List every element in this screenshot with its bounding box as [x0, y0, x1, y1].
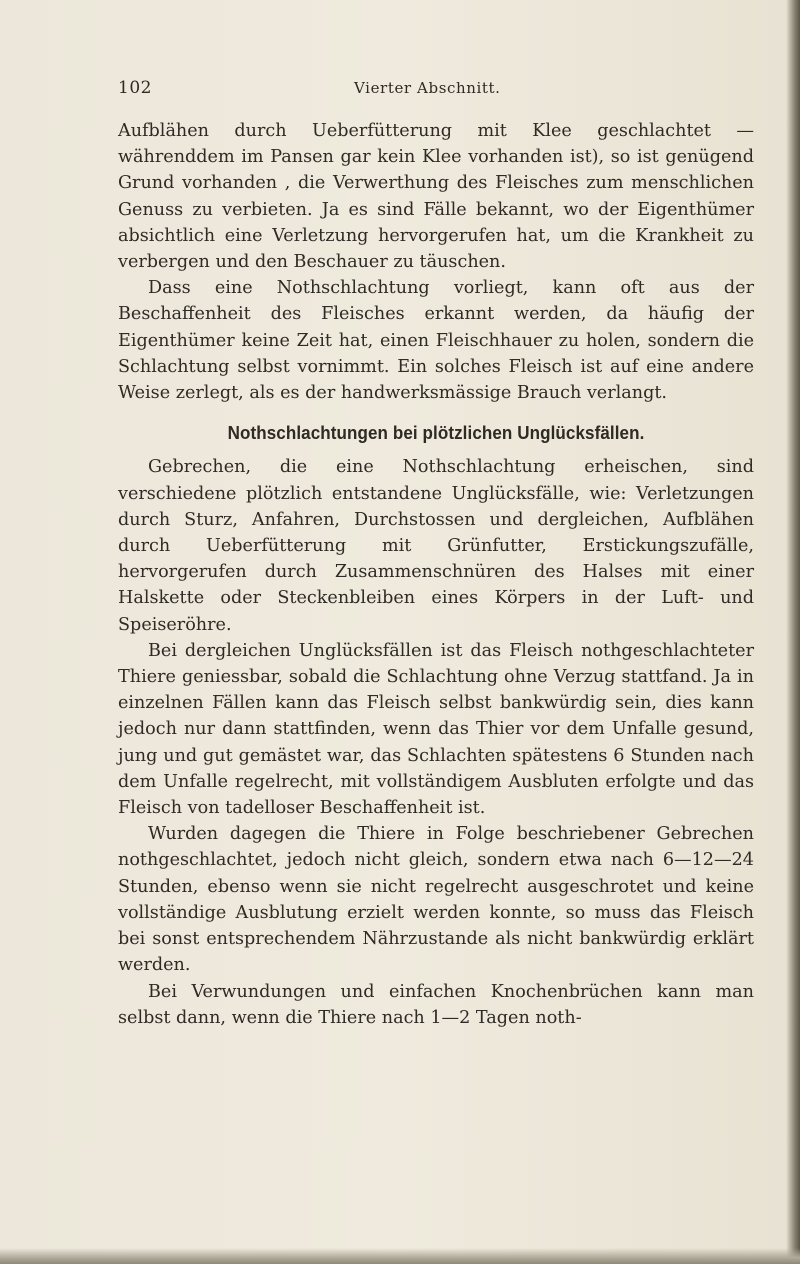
paragraph: Dass eine Nothschlachtung vorliegt, kann oft aus der Beschaffenheit des Fleisches erkannt werden, da häufig der Eigenthümer keine Zeit hat, einen Fleischhauer zu holen, sondern die Schlachtung selbst vornimmt. Ein solches Fleisch ist auf eine andere Weise zerlegt, als es der handwerksmässige Brauch verlangt.	[118, 278, 754, 404]
running-title: Vierter Abschnitt.	[354, 79, 501, 97]
page-number: 102	[118, 78, 152, 98]
section-heading: Nothschlachtungen bei plötzlichen Unglücksfällen.	[227, 422, 645, 444]
paragraph: Gebrechen, die eine Nothschlachtung erheischen, sind verschiedene plötzlich entstandene Unglücksfälle, wie: Verletzungen durch Sturz, Anfahren, Durchstossen und dergleichen, Aufblähen durch Ueberfütterung mit Grünfutter, Erstickungszufälle, hervorgerufen durch Zusammenschnüren des Halses mit einer Halskette oder Steckenbleiben eines Körpers in der Luft- und Speiseröhre.	[118, 457, 754, 635]
paragraph: Aufblähen durch Ueberfütterung mit Klee geschlachtet — währenddem im Pansen gar kein Klee vorhanden ist), so ist genügend Grund vorhanden , die Verwerthung des Fleisches zum menschlichen Genuss zu verbieten. Ja es sind Fälle bekannt, wo der Eigenthümer absichtlich eine Verletzung hervorgerufen hat, um die Krankheit zu verbergen und den Beschauer zu täuschen.	[118, 121, 754, 273]
paragraph: Wurden dagegen die Thiere in Folge beschriebener Gebrechen nothgeschlachtet, jedoch nicht gleich, sondern etwa nach 6—12—24 Stunden, ebenso wenn sie nicht regelrecht ausgeschrotet und keine vollständige Ausblutung erzielt werden konnte, so muss das Fleisch bei sonst entsprechendem Nährzustande als nicht bankwürdig erklärt werden.	[118, 824, 754, 976]
page-bottom-shadow	[0, 1248, 800, 1264]
page-edge-shadow	[786, 0, 800, 1264]
paragraph: Bei Verwundungen und einfachen Knochenbrüchen kann man selbst dann, wenn die Thiere nach 1—2 Tagen noth-	[118, 981, 754, 1028]
page-header	[118, 78, 748, 104]
body-text	[118, 118, 754, 1031]
paragraph: Bei dergleichen Unglücksfällen ist das Fleisch nothgeschlachteter Thiere geniessbar, sobald die Schlachtung ohne Verzug stattfand. Ja in einzelnen Fällen kann das Fleisch selbst bankwürdig sein, dies kann jedoch nur dann stattfinden, wenn das Thier vor dem Unfalle gesund, jung und gut gemästet war, das Schlachten spätestens 6 Stunden nach dem Unfalle regelrecht, mit vollständigem Ausbluten erfolgte und das Fleisch von tadelloser Beschaffenheit ist.	[118, 640, 754, 819]
